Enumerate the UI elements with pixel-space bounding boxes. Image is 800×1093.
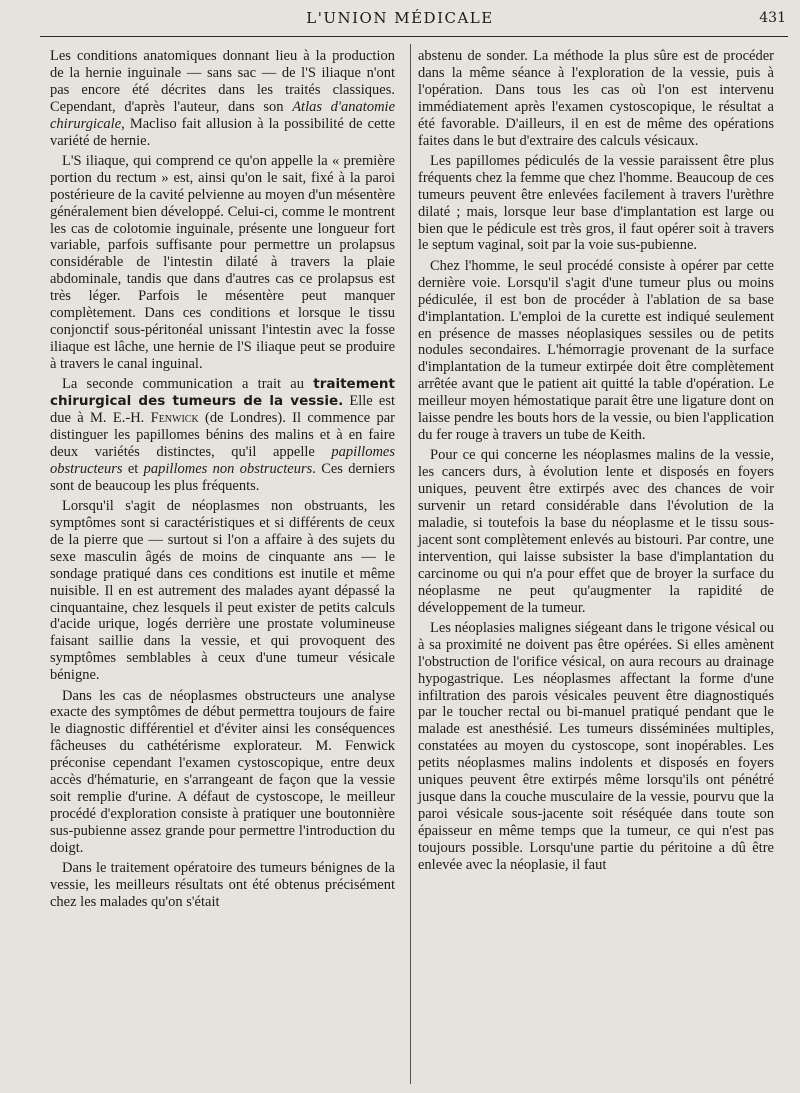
paragraph-text: Elle est due à M. E.-H.: [50, 393, 395, 427]
left-column: [50, 48, 395, 914]
paragraph-text: La seconde communication a trait au: [62, 376, 314, 393]
paragraph: Chez l'homme, le seul procédé consiste à opérer par cette dernière voie. Lorsqu'il s'agit d'une tumeur plus ou moins pédiculée, il est bon de procéder à l'ablation de sa base d'implantation. L'emploi de la curette est indiqué seulement en présence de masses néoplasiques sessiles ou de petits nodules secondaires. L'hémorragie provenant de la surface d'implantation de la tumeur extirpée doit être complètement arrêtée avant que le patient ait quitté la table d'opération. Le meilleur moyen hémostatique parait être une ligature dont on laisse pendre les bouts hors de la vessie, ou bien l'application du fer rouge à travers un tube de Keith.: [418, 257, 774, 443]
paragraph-text: (de Londres). Il commence par distinguer les papillomes bénins des malins et à en faire deux variétés distinctes, qu'il appelle: [50, 410, 395, 460]
italic-title: Atlas d'anatomie chirurgicale: [50, 98, 396, 132]
paragraph-text: Les conditions anatomiques donnant lieu à la production de la hernie inguinale — sans sac — de l'S iliaque n'ont pas encore été décrites dans les traités classiques. Cependant, d'après l'auteur, dans son: [50, 48, 395, 115]
paragraph: Lorsqu'il s'agit de néoplasmes non obstruants, les symptômes sont si caractéristiques et si différents de ceux de la pierre que — surtout si l'on a affaire à des sujets du sexe masculin âgés de moins de cinquante ans — le sondage pratiqué dans ces conditions est inutile et même nuisible. Il en est autrement des malades ayant dépassé la cinquantaine, chez lesquels il peut exister de petits calculs d'acide urique, logés derrière une prostate volumineuse faisant saillie dans la vessie, et qui provoquent des symptômes semblables à ceux d'une tumeur vésicale bénigne.: [50, 498, 395, 684]
paragraph: Dans les cas de néoplasmes obstructeurs une analyse exacte des symptômes de début permettra toujours de faire le diagnostic différentiel et d'éviter ainsi les conséquences fâcheuses du cathétérisme explorateur. M. Fenwick préconise cependant l'examen cystoscopique, entre deux accès d'hématurie, en s'arrangeant de façon que la vessie soit remplie d'urine. A défaut de cystoscope, le meilleur procédé d'exploration consiste à pratiquer une boutonnière sus-pubienne assez grande pour permettre l'introduction du doigt.: [50, 687, 395, 856]
paragraph: Dans le traitement opératoire des tumeurs bénignes de la vessie, les meilleurs résultats ont été obtenus précisément chez les malades qu'on s'était: [50, 860, 395, 910]
author-name: Fenwick: [150, 410, 199, 427]
paragraph: L'S iliaque, qui comprend ce qu'on appelle la « première portion du rectum » est, ainsi qu'on le sait, fixé à la paroi postérieure de la cavité pelvienne au moyen d'un mésentère généralement bien développé. Celui-ci, comme le montrent les cas de colotomie inguinale, présente une longueur fort variable, parfois suffisante pour permettre un prolapsus considérable de l'intestin dilaté à travers la plaie abdominale, tandis que dans d'autres cas ce prolapsus est très léger. Parfois le mésentère peut manquer complètement. Dans ces conditions et lorsque le tissu conjonctif sous-péritonéal unissant l'intestin avec la fosse iliaque est lâche, une hernie de l'S iliaque peut se produire à travers le canal inguinal.: [50, 152, 395, 372]
paragraph: Les néoplasies malignes siégeant dans le trigone vésical ou à sa proximité ne doivent pas être opérées. Si elles amènent l'obstruction de l'orifice vésical, on aura recours au drainage hypogastrique. Les néoplasmes affectant la forme d'une infiltration des parois vésicales peuvent être diagnostiqués par le toucher rectal ou bi-manuel pratiqué pendant que le malade est anesthésié. Les tumeurs disséminées multiples, constatées au moyen du cystoscope, sont inopérables. Les petits néoplasmes malins indolents et disposés en foyers uniques peuvent être extirpés même lorsqu'ils ont pénétré jusque dans la couche musculaire de la vessie, pourvu que la paroi vésicale sous-jacente soit réséquée dans toute son épaisseur en même temps que la tumeur, ce qui n'est pas toujours possible. Lorsqu'une partie du péritoine a dû être enlevée avec la néoplasie, il faut: [418, 619, 774, 873]
column-divider: [410, 44, 411, 1084]
paragraph: [50, 48, 395, 149]
italic-term: papillomes non obstructeurs: [143, 460, 313, 477]
paragraph: Pour ce qui concerne les néoplasmes malins de la vessie, les cancers durs, à évolution lente et disposés en foyers uniques, peuvent être extirpés avec des chances de voir survenir un retard considérable dans l'évolution de la maladie, si toutefois la base du néoplasme et le tissu sous-jacent sont complètement enlevés au bistouri. Par contre, une intervention, qui laisse subsister la base d'implantation du carcinome ou qui n'a pour effet que de broyer la surface du néoplasme ne peut qu'augmenter la rapidité de développement de la tumeur.: [418, 447, 774, 616]
header-rule: [40, 36, 788, 37]
running-header: [0, 0, 800, 36]
page-number: 431: [759, 10, 786, 26]
paragraph: abstenu de sonder. La méthode la plus sûre est de procéder dans la même séance à l'exploration de la vessie, puis à l'opération. Dans tous les cas où l'on est intervenu immédiatement après l'examen cystoscopique, le résultat a été favorable. D'ailleurs, il en est de même des opérations faites dans le but d'extraire des calculs vésicaux.: [418, 48, 774, 149]
journal-title: L'UNION MÉDICALE: [306, 9, 494, 27]
paragraph: [50, 376, 395, 494]
paragraph: Les papillomes pédiculés de la vessie paraissent être plus fréquents chez la femme que chez l'homme. Beaucoup de ces tumeurs peuvent être enlevées facilement à travers l'urèthre dilaté ; mais, lorsque leur base d'implantation est large ou bien que le pédicule est très gros, il faut opérer soit à travers le septum vaginal, soit par la voie sus-pubienne.: [418, 152, 774, 254]
italic-term: papillomes obstructeurs: [50, 443, 395, 477]
paragraph-text: . Ces derniers sont de beaucoup les plus fréquents.: [50, 460, 395, 494]
right-column: [418, 48, 774, 877]
paragraph-text: , Macliso fait allusion à la possibilité de cette variété de hernie.: [50, 115, 395, 149]
paragraph-text: et: [122, 460, 144, 477]
section-title: traitement chirurgical des tumeurs de la vessie.: [50, 376, 395, 410]
